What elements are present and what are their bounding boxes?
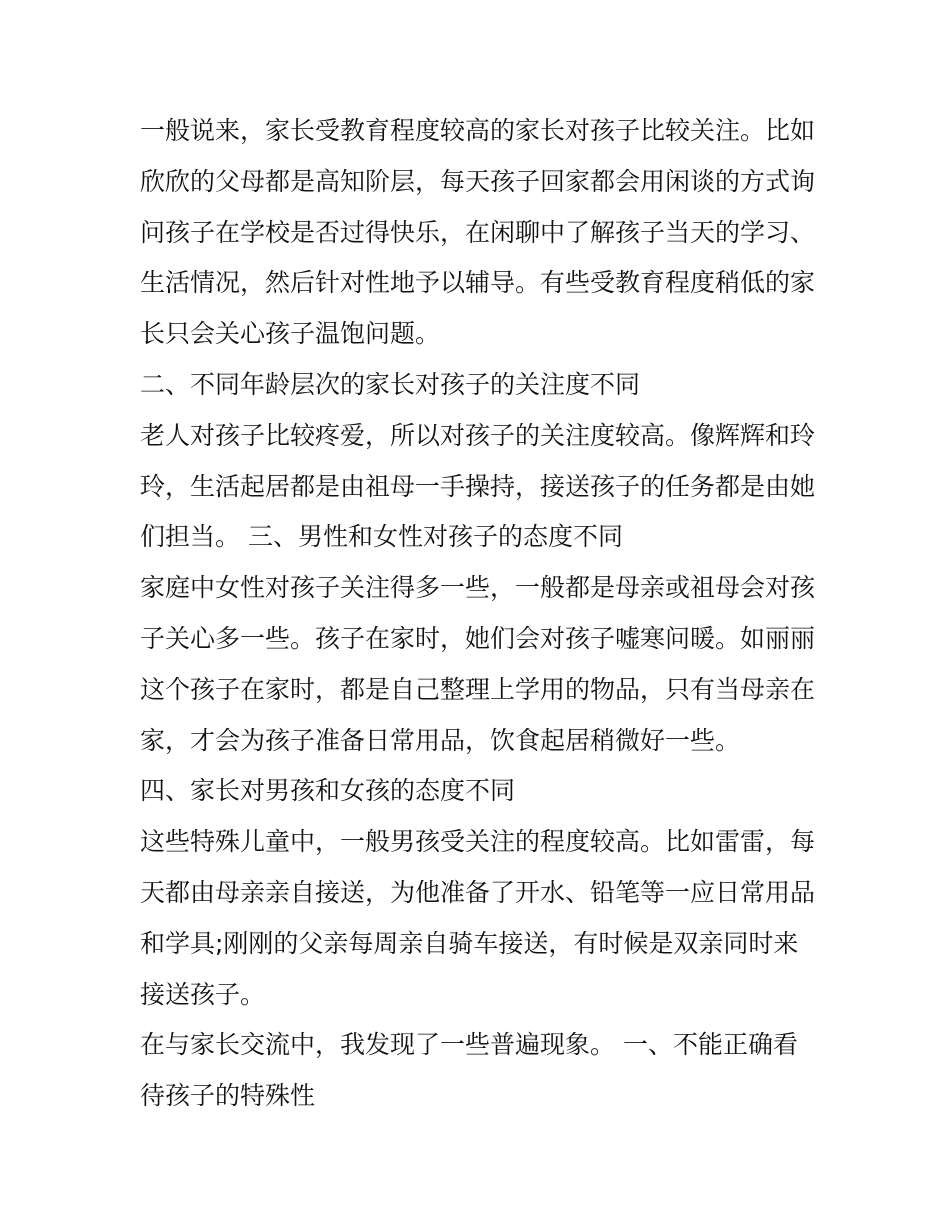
paragraph-line-10: 家庭中女性对孩子关注得多一些，一般都是母亲或祖母会对孩 — [140, 573, 816, 603]
paragraph-line-13: 家，才会为孩子准备日常用品，饮食起居稍微好一些。 — [140, 725, 741, 755]
paragraph-line-16: 天都由母亲亲自接送，为他准备了开水、铅笔等一应日常用品 — [140, 877, 816, 907]
paragraph-line-12: 这个孩子在家时，都是自己整理上学用的物品，只有当母亲在 — [140, 674, 816, 704]
paragraph-line-20: 待孩子的特殊性 — [140, 1081, 316, 1111]
paragraph-line-3: 问孩子在学校是否过得快乐，在闲聊中了解孩子当天的学习、 — [140, 217, 816, 247]
section-heading-4: 四、家长对男孩和女孩的态度不同 — [140, 776, 516, 806]
paragraph-line-11: 子关心多一些。孩子在家时，她们会对孩子嘘寒问暖。如丽丽 — [140, 623, 816, 653]
paragraph-line-2: 欣欣的父母都是高知阶层，每天孩子回家都会用闲谈的方式询 — [140, 166, 816, 196]
paragraph-line-15: 这些特殊儿童中，一般男孩受关注的程度较高。比如雷雷，每 — [140, 827, 816, 857]
paragraph-line-17: 和学具;刚刚的父亲每周亲自骑车接送，有时候是双亲同时来 — [140, 928, 799, 958]
paragraph-line-9: 们担当。 三、男性和女性对孩子的态度不同 — [140, 522, 623, 552]
paragraph-line-5: 长只会关心孩子温饱问题。 — [140, 319, 441, 349]
paragraph-line-8: 玲，生活起居都是由祖母一手操持，接送孩子的任务都是由她 — [140, 471, 816, 501]
paragraph-line-18: 接送孩子。 — [140, 979, 266, 1009]
section-heading-2: 二、不同年龄层次的家长对孩子的关注度不同 — [140, 369, 641, 399]
paragraph-line-1: 一般说来，家长受教育程度较高的家长对孩子比较关注。比如 — [140, 116, 816, 145]
paragraph-line-19: 在与家长交流中，我发现了一些普遍现象。 一、不能正确看 — [140, 1030, 798, 1060]
paragraph-line-4: 生活情况，然后针对性地予以辅导。有些受教育程度稍低的家 — [140, 268, 816, 298]
document-body — [140, 106, 820, 1122]
paragraph-line-7: 老人对孩子比较疼爱，所以对孩子的关注度较高。像辉辉和玲 — [140, 420, 816, 450]
